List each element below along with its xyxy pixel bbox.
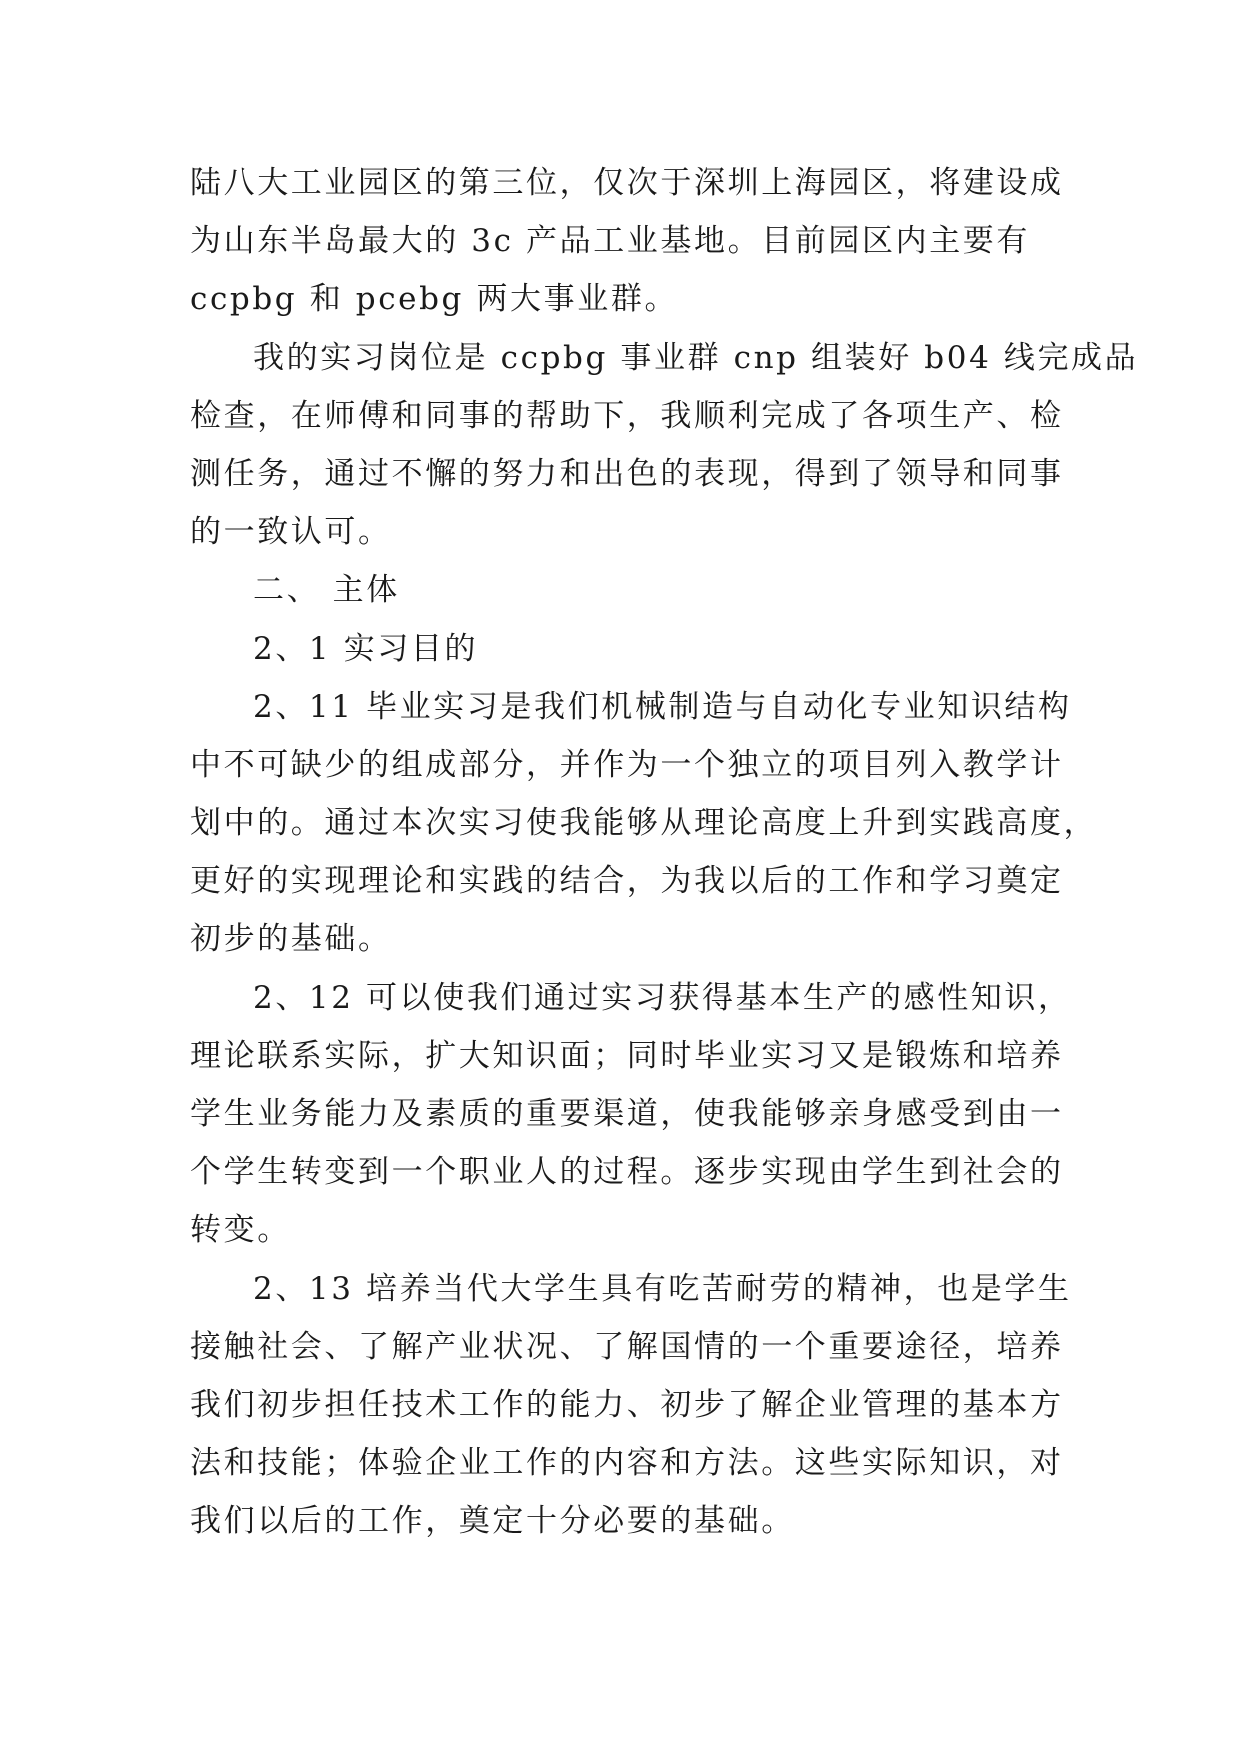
text-line: 划中的。通过本次实习使我能够从理论高度上升到实践高度， bbox=[190, 805, 1098, 842]
subsection-heading: 2、1 实习目的 bbox=[253, 630, 479, 667]
text-line: 测任务，通过不懈的努力和出色的表现，得到了领导和同事 bbox=[190, 455, 1064, 492]
text-line: 法和技能；体验企业工作的内容和方法。这些实际知识，对 bbox=[190, 1445, 1064, 1482]
text-line: 理论联系实际，扩大知识面；同时毕业实习又是锻炼和培养 bbox=[190, 1037, 1064, 1074]
text-line: 我们以后的工作，奠定十分必要的基础。 bbox=[190, 1503, 795, 1540]
paragraph-start-line: 我的实习岗位是 ccpbg 事业群 cnp 组装好 b04 线完成品 bbox=[253, 339, 1139, 376]
text-line: 接触社会、了解产业状况、了解国情的一个重要途径，培养 bbox=[190, 1328, 1064, 1365]
text-line: 学生业务能力及素质的重要渠道，使我能够亲身感受到由一 bbox=[190, 1096, 1064, 1132]
paragraph-start-line: 2、12 可以使我们通过实习获得基本生产的感性知识， bbox=[253, 979, 1072, 1016]
text-line: 更好的实现理论和实践的结合，为我以后的工作和学习奠定 bbox=[190, 863, 1064, 900]
paragraph-start-line: 2、13 培养当代大学生具有吃苦耐劳的精神，也是学生 bbox=[253, 1270, 1072, 1307]
text-line: 的一致认可。 bbox=[190, 514, 392, 551]
text-line: 陆八大工业园区的第三位，仅次于深圳上海园区，将建设成 bbox=[190, 165, 1064, 201]
text-line: 检查，在师傅和同事的帮助下，我顺利完成了各项生产、检 bbox=[190, 397, 1064, 434]
text-line: 中不可缺少的组成部分，并作为一个独立的项目列入教学计 bbox=[190, 746, 1064, 783]
section-heading: 二、 主体 bbox=[253, 572, 400, 609]
text-line: 转变。 bbox=[190, 1212, 291, 1249]
text-line: 为山东半岛最大的 3c 产品工业基地。目前园区内主要有 bbox=[190, 223, 1030, 260]
text-line: 个学生转变到一个职业人的过程。逐步实现由学生到社会的 bbox=[190, 1154, 1064, 1191]
text-line: ccpbg 和 pcebg 两大事业群。 bbox=[190, 281, 679, 318]
text-line: 初步的基础。 bbox=[190, 921, 392, 958]
paragraph-start-line: 2、11 毕业实习是我们机械制造与自动化专业知识结构 bbox=[253, 688, 1072, 725]
text-line: 我们初步担任技术工作的能力、初步了解企业管理的基本方 bbox=[190, 1386, 1064, 1423]
document-body bbox=[190, 154, 1139, 1551]
